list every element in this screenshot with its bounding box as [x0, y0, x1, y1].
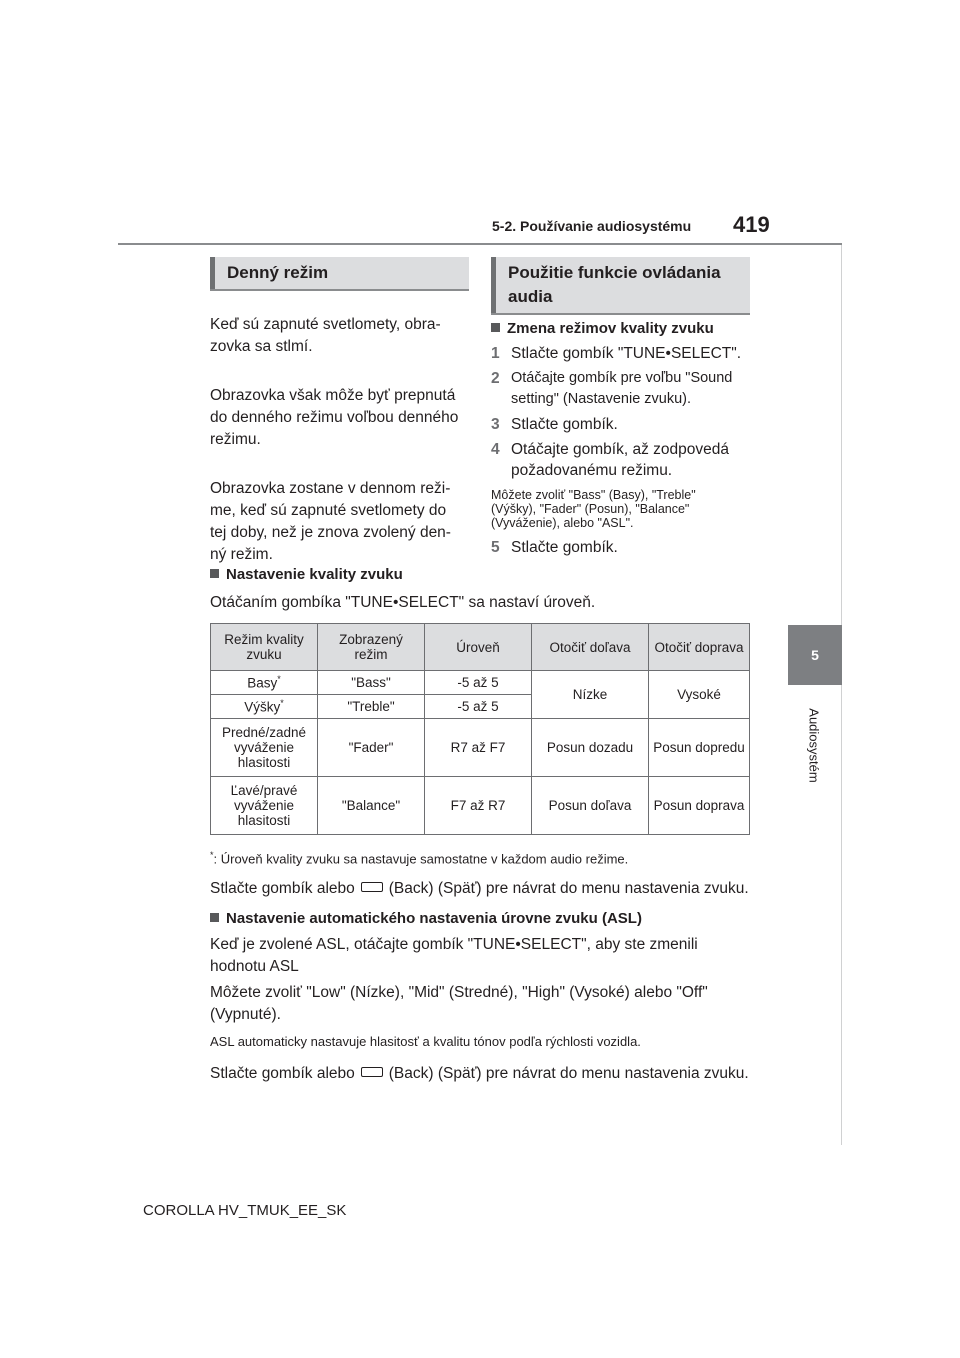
left-paragraph: Obrazovka však môže byť prepnutá do denného režimu voľbou denného režimu. [210, 387, 459, 448]
table-cell: Posun doľava [532, 777, 649, 835]
step [491, 368, 756, 410]
asl-heading [210, 910, 642, 927]
left-paragraph: Obrazovka zostane v dennom reži- me, keď sú zapnuté svetlomety do tej doby, než je znova zvolený den- ný režim. [210, 480, 451, 563]
table-cell: Posun dozadu [532, 719, 649, 777]
heading-text: Zmena režimov kvality zvuku [507, 320, 714, 337]
table-cell [211, 695, 318, 719]
table-cell: "Fader" [318, 719, 425, 777]
step-note: Môžete zvoliť "Bass" (Basy), "Treble" (Výšky), "Fader" (Posun), "Balance" (Vyváženie), alebo "ASL". [491, 488, 696, 530]
table-cell: -5 až 5 [425, 695, 532, 719]
table-row [211, 719, 750, 777]
back-text-after: (Back) (Späť) pre návrat do menu nastavenia zvuku. [388, 880, 749, 897]
footnote-star: * [277, 674, 281, 685]
asl-paragraph: Keď je zvolené ASL, otáčajte gombík "TUNE•SELECT", aby ste zmenili hodnotu ASL [210, 936, 698, 975]
table-header: Zobrazený režim [318, 624, 425, 671]
step [491, 439, 756, 481]
table-cell: Nízke [532, 671, 649, 719]
footnote-star: * [280, 698, 284, 709]
table-cell: Vysoké [649, 671, 750, 719]
mode-text: Basy [247, 675, 278, 691]
table-header: Otočiť doprava [649, 624, 750, 671]
table-row [211, 671, 750, 695]
table-footnote [210, 848, 628, 866]
heading-text: Nastavenie automatického nastavenia úrovne zvuku (ASL) [226, 910, 642, 927]
mode-change-heading [491, 318, 756, 340]
back-button-icon [361, 1067, 383, 1077]
footnote-star: * [210, 850, 214, 860]
step-number: 1 [491, 345, 500, 362]
section-title: 5-2. Používanie audiosystému [492, 218, 692, 234]
table-cell: "Treble" [318, 695, 425, 719]
page-number: 419 [733, 212, 770, 237]
square-bullet-icon [210, 569, 219, 578]
square-bullet-icon [210, 913, 219, 922]
back-button-icon [361, 882, 383, 892]
sound-quality-heading [210, 566, 403, 583]
step-text: Otáčajte gombík, až zodpovedá požadovanému režimu. [511, 441, 729, 479]
header-rule [118, 243, 842, 245]
left-paragraph: Keď sú zapnuté svetlomety, obra- zovka sa stlmí. [210, 316, 441, 355]
step [491, 537, 756, 558]
sound-quality-intro: Otáčaním gombíka "TUNE•SELECT" sa nastaví úroveň. [210, 594, 596, 611]
table-cell: Posun dopredu [649, 719, 750, 777]
footer-code: COROLLA HV_TMUK_EE_SK [143, 1202, 347, 1219]
table-cell: Posun doprava [649, 777, 750, 835]
side-divider [841, 245, 842, 1145]
back-text-before: Stlačte gombík alebo [210, 880, 355, 897]
table-header: Režim kvality zvuku [211, 624, 318, 671]
step-number: 2 [491, 370, 500, 387]
asl-paragraph: Môžete zvoliť "Low" (Nízke), "Mid" (Stredné), "High" (Vysoké) alebo "Off" (Vypnuté). [210, 984, 708, 1023]
right-text [491, 318, 756, 558]
sound-quality-table [210, 623, 750, 835]
step [491, 414, 756, 435]
left-box-underline [210, 289, 469, 291]
table-cell: R7 až F7 [425, 719, 532, 777]
footnote-text: : Úroveň kvality zvuku sa nastavuje samostatne v každom audio režime. [213, 851, 629, 867]
table-header: Úroveň [425, 624, 532, 671]
step [491, 343, 756, 364]
left-text [210, 296, 475, 584]
asl-note: ASL automaticky nastavuje hlasitosť a kvalitu tónov podľa rýchlosti vozidla. [210, 1034, 641, 1049]
table-cell: -5 až 5 [425, 671, 532, 695]
table-row [211, 777, 750, 835]
step-number: 3 [491, 416, 500, 433]
table-cell: Ľavé/pravé vyváženie hlasitosti [211, 777, 318, 835]
step-number: 4 [491, 441, 500, 458]
step-text: Stlačte gombík. [511, 539, 618, 556]
mode-text: Výšky [244, 699, 281, 715]
step-number: 5 [491, 539, 500, 556]
back-text-after: (Back) (Späť) pre návrat do menu nastavenia zvuku. [388, 1065, 749, 1082]
left-box-title: Denný režim [210, 257, 469, 289]
table-cell: Predné/zadné vyváženie hlasitosti [211, 719, 318, 777]
step-text: Stlačte gombík. [511, 416, 618, 433]
table-cell: "Balance" [318, 777, 425, 835]
table-header-row [211, 624, 750, 671]
heading-text: Nastavenie kvality zvuku [226, 566, 403, 583]
back-text-before: Stlačte gombík alebo [210, 1065, 355, 1082]
right-box-title: Použitie funkcie ovládania audia [491, 257, 750, 313]
table-cell [211, 671, 318, 695]
square-bullet-icon [491, 323, 500, 332]
step-text: Stlačte gombík "TUNE•SELECT". [511, 345, 742, 362]
step-text: Otáčajte gombík pre voľbu "Sound setting" (Nastavenie zvuku). [511, 370, 733, 407]
back-instruction [210, 878, 749, 900]
table-cell: "Bass" [318, 671, 425, 695]
table-header: Otočiť doľava [532, 624, 649, 671]
right-box [491, 257, 750, 315]
right-box-underline [491, 313, 750, 315]
left-box [210, 257, 469, 291]
chapter-tab[interactable]: 5 [788, 625, 842, 685]
chapter-label: Audiosystém [806, 708, 822, 783]
back-instruction [210, 1063, 749, 1085]
table-cell: F7 až R7 [425, 777, 532, 835]
